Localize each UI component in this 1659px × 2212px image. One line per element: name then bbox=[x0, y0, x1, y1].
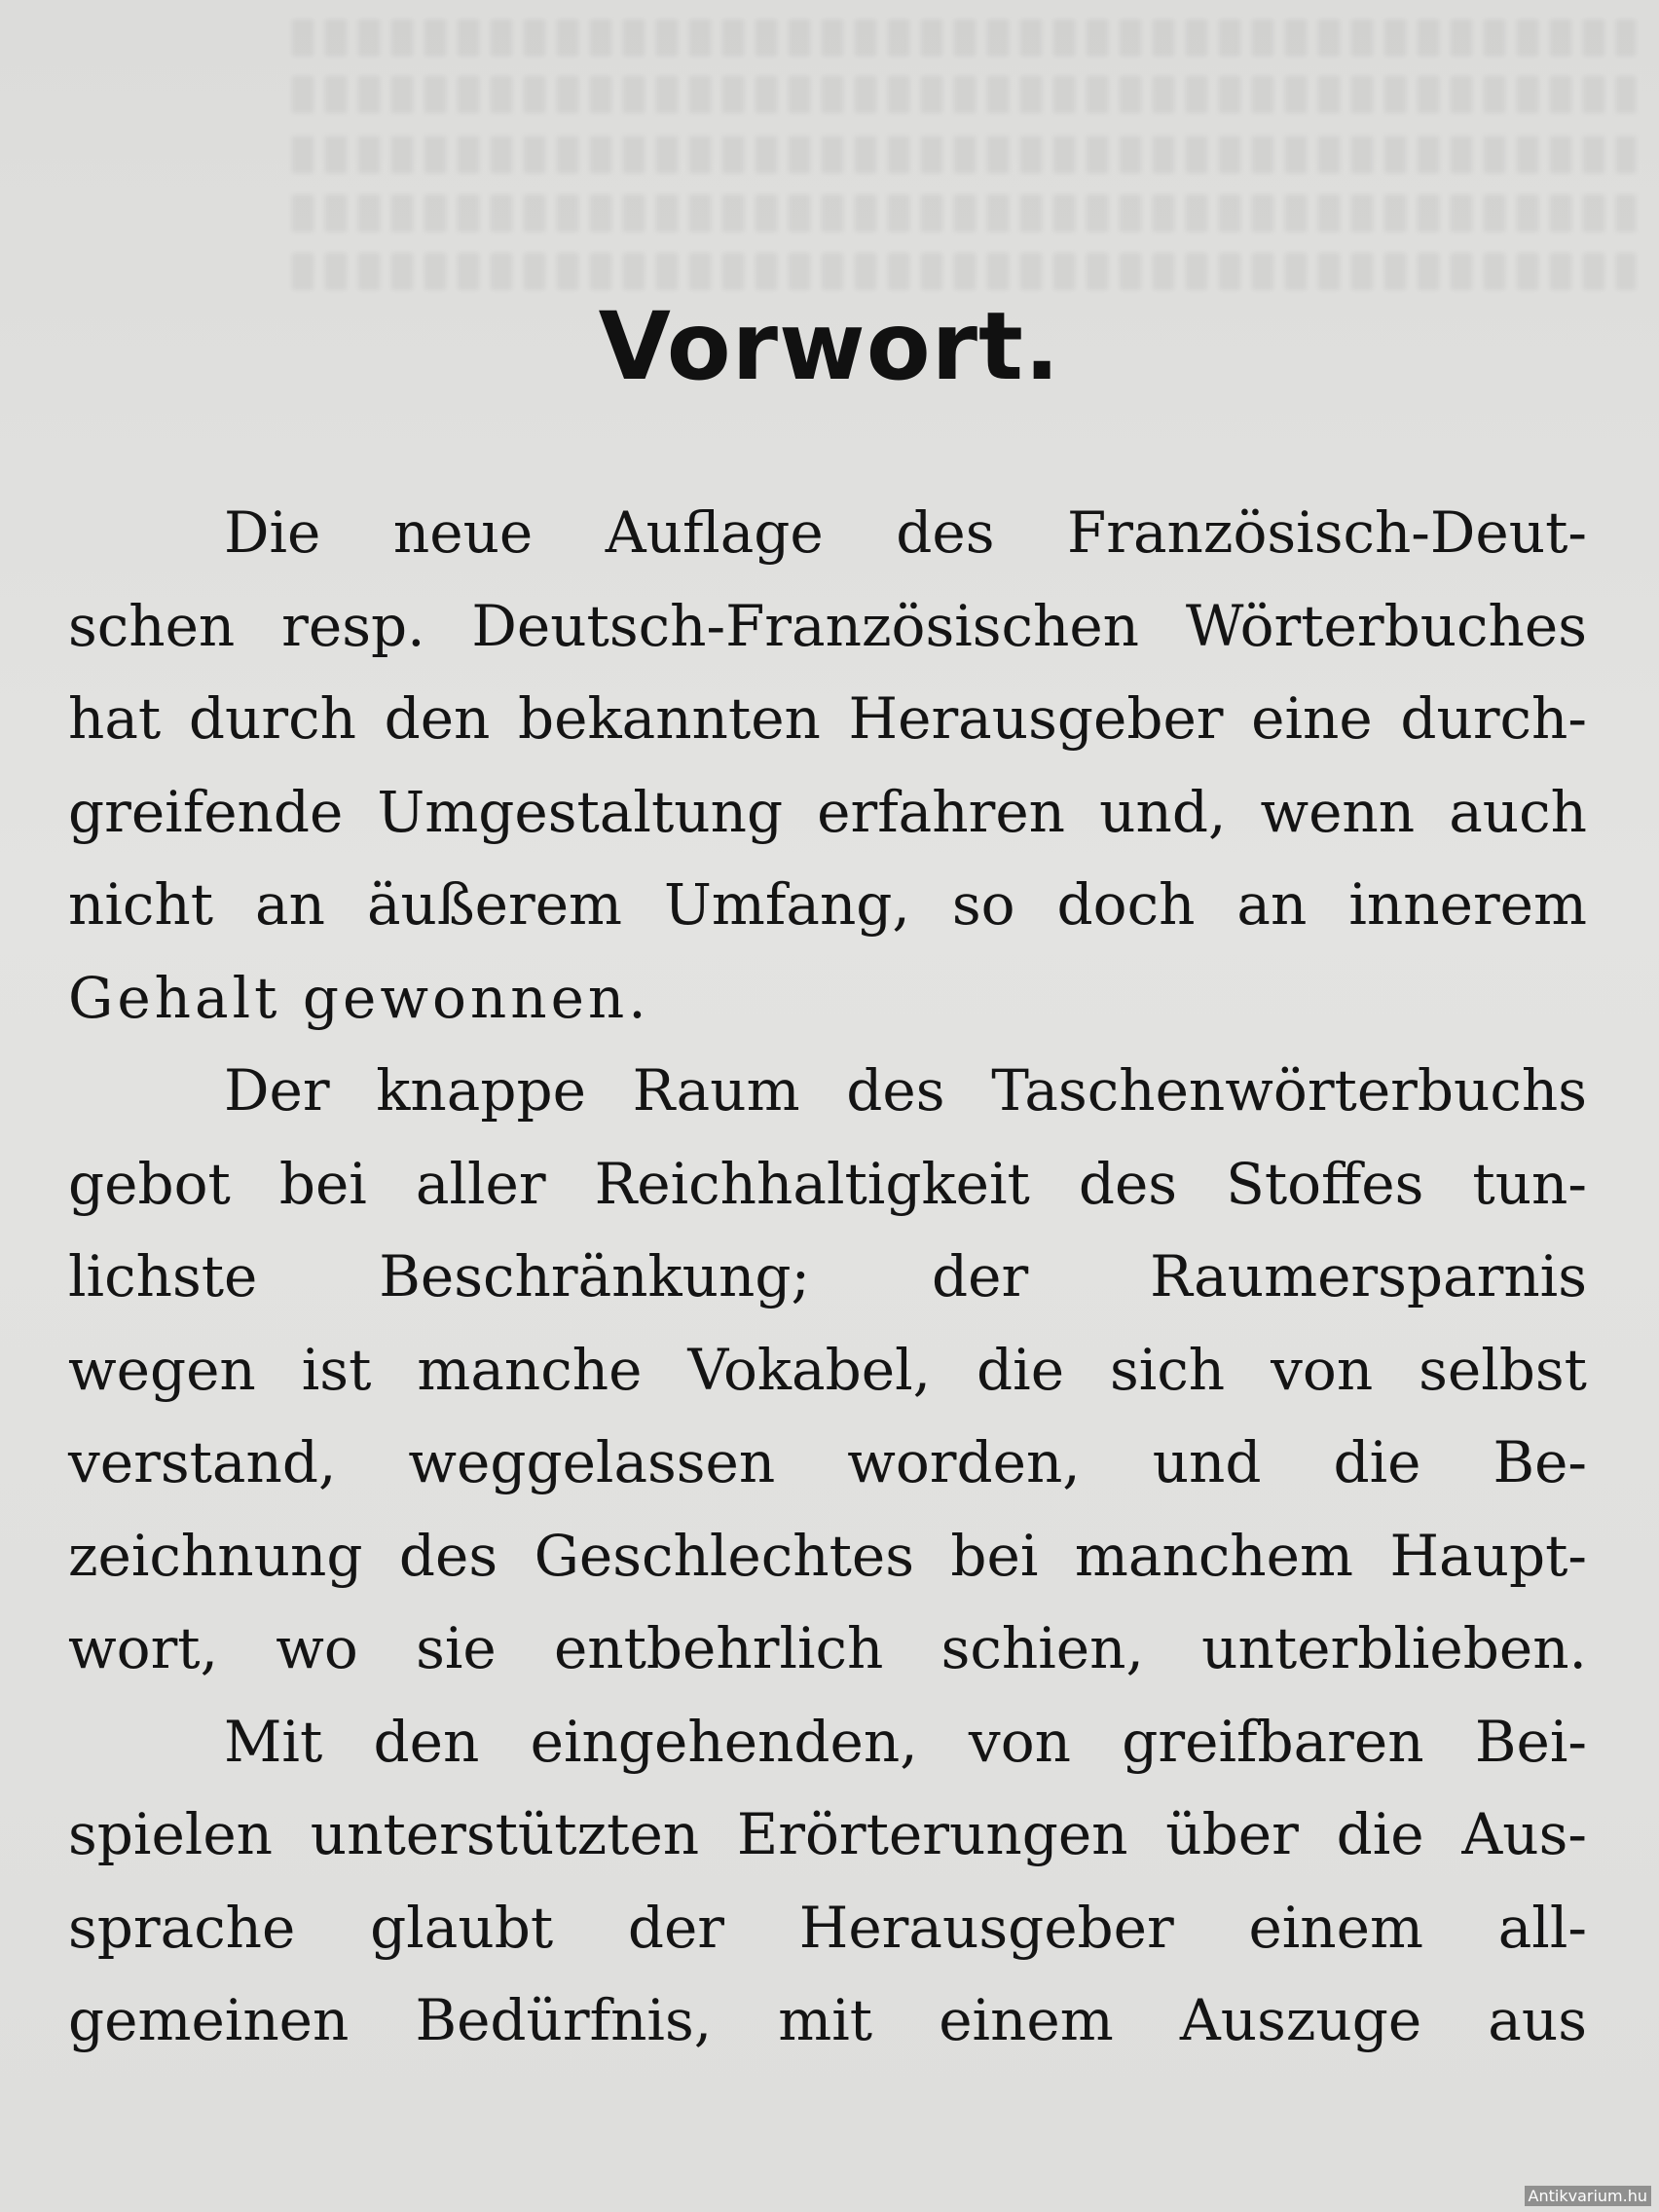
text-line: Mit den eingehenden, von greifbaren Bei- bbox=[224, 1708, 1587, 1775]
text-line: gebot bei aller Reichhaltigkeit des Stoffes tun- bbox=[68, 1150, 1587, 1217]
text-line: wort, wo sie entbehrlich schien, unterblieben. bbox=[68, 1615, 1587, 1681]
text-line: schen resp. Deutsch-Französischen Wörterbuches bbox=[68, 592, 1587, 659]
text-line: sprache glaubt der Herausgeber einem all- bbox=[68, 1894, 1587, 1961]
text-line: zeichnung des Geschlechtes bei manchem Haupt- bbox=[68, 1522, 1587, 1589]
text-line: hat durch den bekannten Herausgeber eine durch- bbox=[68, 685, 1587, 752]
text-line: nicht an äußerem Umfang, so doch an innerem bbox=[68, 871, 1587, 938]
body-text bbox=[68, 487, 1587, 2068]
bleed-through-line bbox=[292, 195, 1636, 232]
bleed-through-line bbox=[292, 136, 1636, 173]
text-line: gemeinen Bedürfnis, mit einem Auszuge aus bbox=[68, 1987, 1587, 2053]
bleed-through-line bbox=[292, 19, 1636, 56]
bleed-through-line bbox=[292, 76, 1636, 113]
text-line: Der knappe Raum des Taschenwörterbuchs bbox=[224, 1057, 1587, 1124]
text-line: Gehalt gewonnen. bbox=[68, 964, 650, 1031]
text-line: Die neue Auflage des Französisch-Deut- bbox=[224, 499, 1587, 566]
text-line: verstand, weggelassen worden, und die Be- bbox=[68, 1429, 1587, 1495]
watermark: Antikvarium.hu bbox=[1525, 2186, 1651, 2206]
text-line: lichste Beschränkung; der Raumersparnis bbox=[68, 1243, 1587, 1309]
text-line: spielen unterstützten Erörterungen über die Aus- bbox=[68, 1801, 1587, 1867]
bleed-through-line bbox=[292, 253, 1636, 290]
text-line: greifende Umgestaltung erfahren und, wenn auch bbox=[68, 778, 1587, 845]
page-title: Vorwort. bbox=[598, 292, 1061, 401]
text-line: wegen ist manche Vokabel, die sich von selbst bbox=[68, 1336, 1587, 1403]
